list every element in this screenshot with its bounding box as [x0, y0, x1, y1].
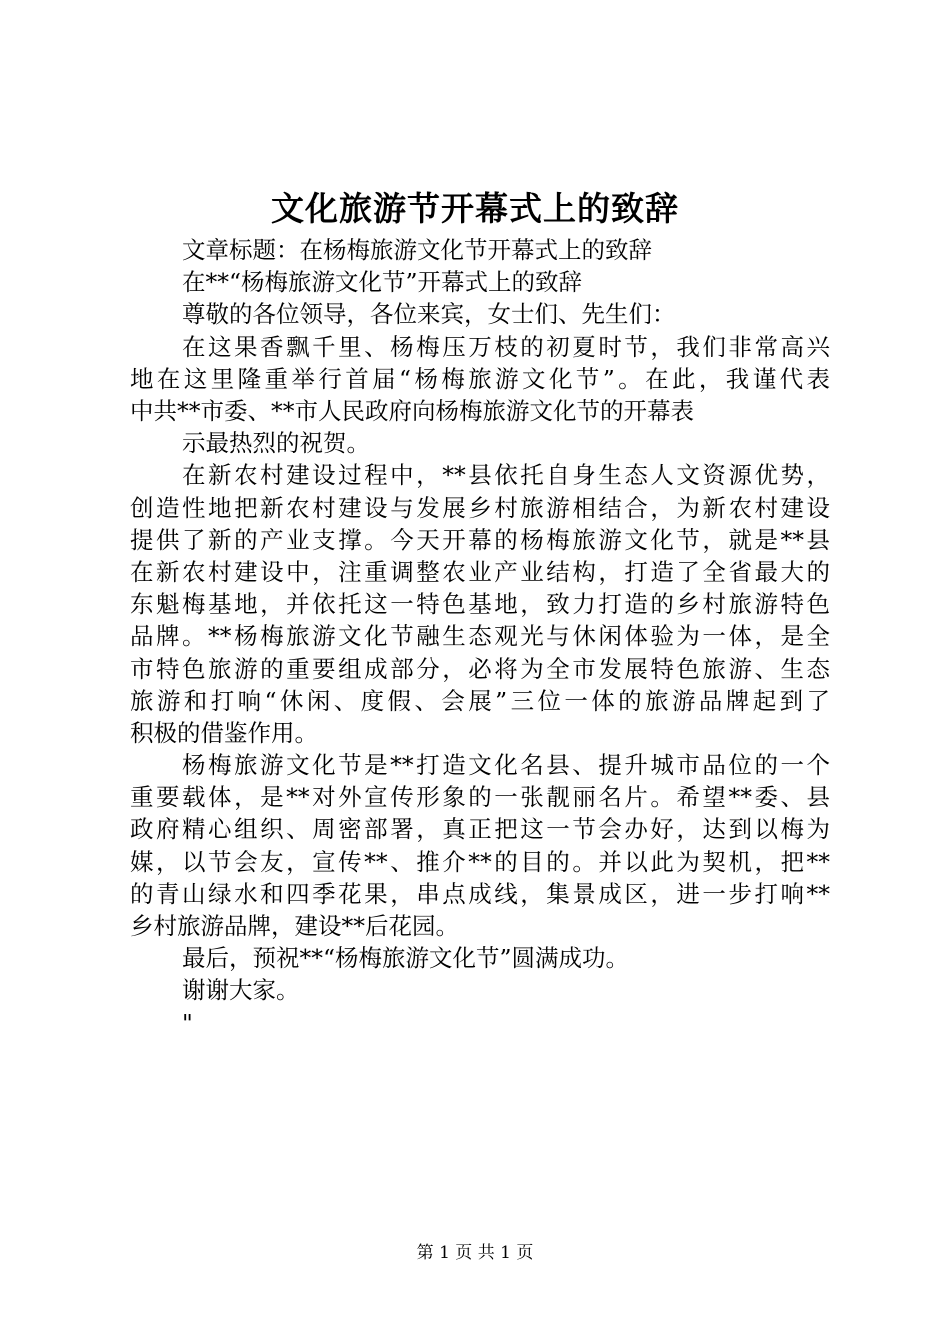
salutation-line: 尊敬的各位领导，各位来宾，女士们、先生们：	[182, 300, 676, 329]
trailing-quote-mark: "	[182, 1008, 193, 1037]
paragraph-line: 在新农村建设中，注重调整农业产业结构，打造了全省最大的	[130, 557, 830, 586]
paragraph-line: 示最热烈的祝贺。	[182, 429, 370, 458]
page-footer: 第 1 页 共 1 页	[416, 1243, 534, 1263]
paragraph-line: 在这果香飘千里、杨梅压万枝的初夏时节，我们非常高兴	[182, 332, 830, 361]
thanks-line: 谢谢大家。	[182, 976, 300, 1005]
speech-title-line: 在**“杨梅旅游文化节”开幕式上的致辞	[182, 268, 583, 297]
article-title-line: 文章标题：在杨梅旅游文化节开幕式上的致辞	[182, 236, 652, 264]
document-body	[130, 234, 830, 1039]
paragraph-line: 创造性地把新农村建设与发展乡村旅游相结合，为新农村建设	[130, 493, 830, 522]
document-title: 文化旅游节开幕式上的致辞	[271, 189, 679, 228]
closing-wish-line: 最后，预祝**“杨梅旅游文化节”圆满成功。	[182, 944, 630, 973]
paragraph-line: 提供了新的产业支撑。今天开幕的杨梅旅游文化节，就是**县	[130, 525, 830, 554]
paragraph-line: 媒，以节会友，宣传**、推介**的目的。并以此为契机，把**	[130, 847, 830, 876]
paragraph-line: 重要载体，是**对外宣传形象的一张靓丽名片。希望**委、县	[130, 783, 830, 812]
paragraph-line: 杨梅旅游文化节是**打造文化名县、提升城市品位的一个	[182, 751, 830, 780]
paragraph-line: 旅游和打响“休闲、度假、会展”三位一体的旅游品牌起到了	[130, 686, 830, 715]
paragraph-line: 市特色旅游的重要组成部分，必将为全市发展特色旅游、生态	[130, 654, 830, 683]
paragraph-line: 的青山绿水和四季花果，串点成线，集景成区，进一步打响**	[130, 879, 830, 908]
paragraph-line: 品牌。**杨梅旅游文化节融生态观光与休闲体验为一体，是全	[130, 622, 830, 651]
paragraph-line: 地在这里隆重举行首届“杨梅旅游文化节”。在此，我谨代表	[130, 364, 830, 393]
paragraph-line: 在新农村建设过程中，**县依托自身生态人文资源优势，	[182, 461, 830, 490]
paragraph-line: 乡村旅游品牌，建设**后花园。	[130, 912, 459, 941]
paragraph-line: 政府精心组织、周密部署，真正把这一节会办好，达到以梅为	[130, 815, 830, 844]
paragraph-line: 东魁梅基地，并依托这一特色基地，致力打造的乡村旅游特色	[130, 590, 830, 619]
paragraph-line: 中共**市委、**市人民政府向杨梅旅游文化节的开幕表	[130, 396, 694, 425]
paragraph-line: 积极的借鉴作用。	[130, 718, 318, 747]
